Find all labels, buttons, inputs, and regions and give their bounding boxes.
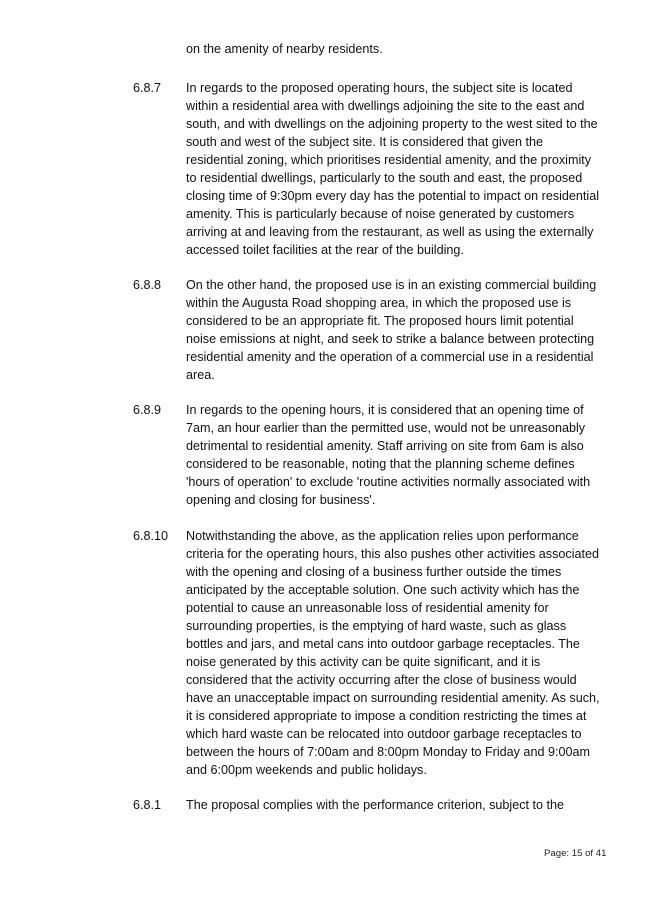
paragraph-text: Notwithstanding the above, as the application relies upon performance criteria for the operating hours, this also pushes other activities associated with the opening and closing of a business further outside the times anticipated by the acceptable solution. One such activity which has the potential to cause an unreasonable loss of residential amenity for surrounding properties, is the emptying of hard waste, such as glass bottles and jars, and metal cans into outdoor garbage receptacles. The noise generated by this activity can be quite significant, and it is considered that the activity occurring after the close of business would have an unacceptable impact on surrounding residential amenity. As such, it is considered appropriate to impose a condition restricting the times at which hard waste can be relocated into outdoor garbage receptacles to between the hours of 7:00am and 8:00pm Monday to Friday and 9:00am and 6:00pm weekends and public holidays.	[186, 529, 600, 777]
page-number-footer: Page: 15 of 41	[544, 848, 607, 859]
paragraph-number: 6.8.9	[133, 403, 162, 417]
paragraph-text: In regards to the proposed operating hours, the subject site is located within a residential area with dwellings adjoining the site to the east and south, and with dwellings on the adjoining property to the west sited to the south and west of the subject site. It is considered that given the residential zoning, which prioritises residential amenity, and the proximity to residential dwellings, particularly to the south and east, the proposed closing time of 9:30pm every day has the potential to impact on residential amenity. This is particularly because of noise generated by customers arriving at and leaving from the restaurant, as well as using the externally accessed toilet facilities at the rear of the building.	[186, 81, 600, 257]
paragraph-text: On the other hand, the proposed use is in an existing commercial building within the Augusta Road shopping area, in which the proposed use is considered to be an appropriate fit. The proposed hours limit potential noise emissions at night, and seek to strike a balance between protecting residential amenity and the operation of a commercial use in a residential area.	[186, 278, 597, 382]
paragraph-text: In regards to the opening hours, it is considered that an opening time of 7am, an hour earlier than the permitted use, would not be unreasonably detrimental to residential amenity. Staff arriving on site from 6am is also considered to be reasonable, noting that the planning scheme defines 'hours of operation' to exclude 'routine activities normally associated with opening and closing for business'.	[186, 403, 591, 507]
paragraph-number: 6.8.10	[133, 529, 169, 543]
paragraph-number: 6.8.8	[133, 278, 162, 292]
paragraph-number: 6.8.7	[133, 81, 162, 95]
paragraph-number: 6.8.1	[133, 798, 162, 812]
lead-text: on the amenity of nearby residents.	[186, 42, 383, 56]
paragraph-text: The proposal complies with the performance criterion, subject to the	[186, 798, 564, 812]
